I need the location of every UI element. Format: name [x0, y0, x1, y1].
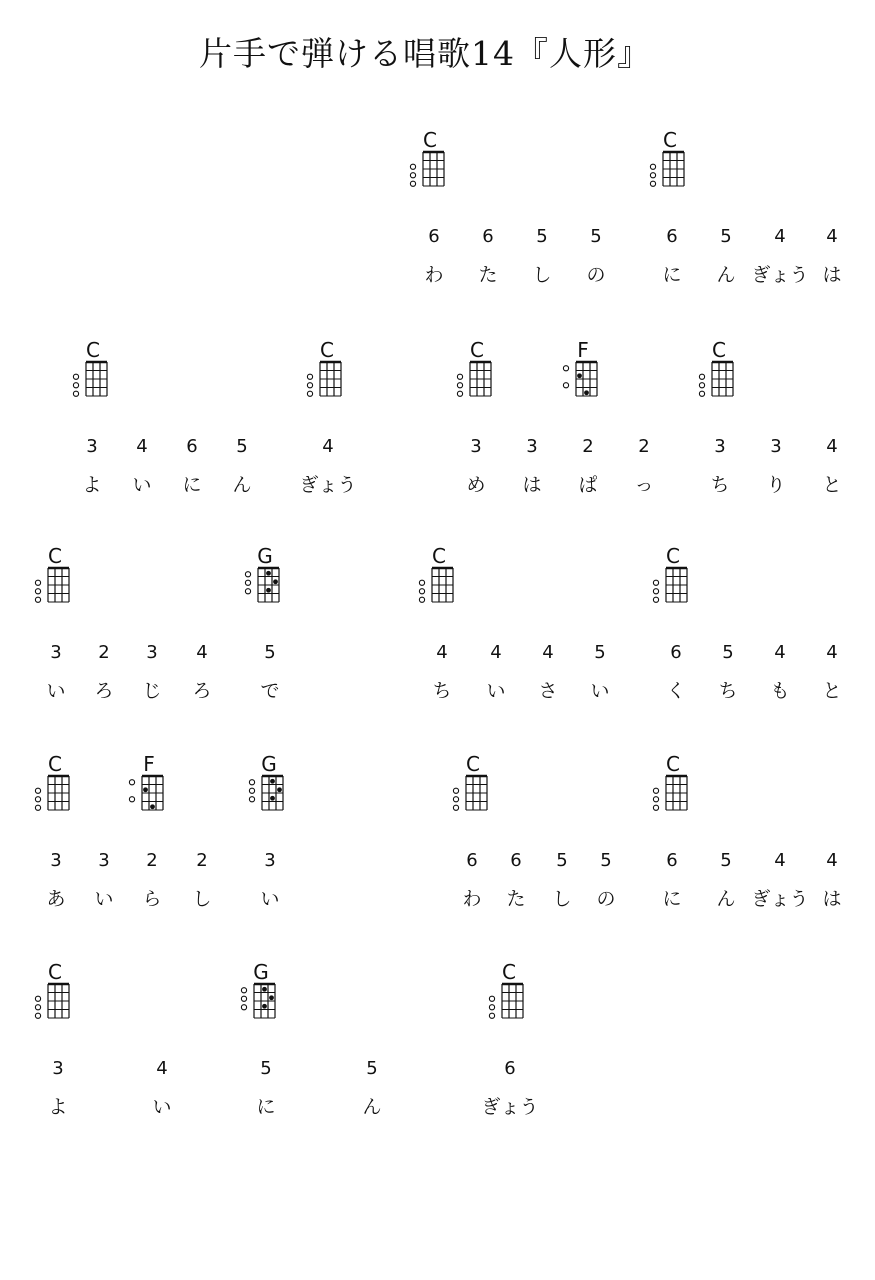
chord-c: [484, 960, 544, 1032]
chord-c: [648, 752, 708, 824]
open-string-marker: [35, 589, 40, 594]
chord-c: [30, 752, 90, 824]
finger-dot: [270, 779, 275, 784]
open-string-marker: [410, 164, 415, 169]
note-number: 6: [482, 226, 494, 247]
open-string-marker: [453, 788, 458, 793]
finger-dot: [269, 995, 274, 1000]
open-string-marker: [653, 580, 658, 585]
open-string-marker: [653, 797, 658, 802]
chord-f: [558, 338, 618, 410]
chord-c: [302, 338, 362, 410]
open-string-marker: [245, 580, 250, 585]
open-string-marker: [35, 797, 40, 802]
chord-name: C: [663, 128, 677, 152]
open-string-marker: [653, 788, 658, 793]
lyric-syllable: よ: [48, 1096, 68, 1118]
chord-c: [414, 544, 474, 616]
lyric-syllable: し: [192, 888, 212, 910]
lyric-syllable: り: [766, 474, 786, 496]
note-number: 3: [50, 642, 62, 663]
open-string-marker: [563, 383, 568, 388]
chord-diagram: [484, 982, 532, 1032]
lyric-syllable: ぎょう: [481, 1096, 539, 1118]
chord-name: G: [261, 752, 277, 776]
lyric-syllable: し: [552, 888, 572, 910]
lyric-syllable: ん: [362, 1096, 382, 1118]
chord-name: C: [48, 752, 62, 776]
lyric-syllable: は: [822, 264, 842, 286]
chord-g: [236, 960, 296, 1032]
open-string-marker: [419, 597, 424, 602]
chord-g: [244, 752, 304, 824]
open-string-marker: [650, 164, 655, 169]
chord-c: [645, 128, 705, 200]
chord-diagram: [558, 360, 606, 410]
chord-name: C: [502, 960, 516, 984]
lyric-syllable: に: [662, 264, 682, 286]
note-number: 3: [714, 436, 726, 457]
finger-dot: [150, 804, 155, 809]
chord-name: F: [577, 338, 589, 362]
lyric-syllable: よ: [82, 474, 102, 496]
note-number: 5: [590, 226, 602, 247]
note-number: 3: [146, 642, 158, 663]
open-string-marker: [457, 374, 462, 379]
note-number: 3: [98, 850, 110, 871]
open-string-marker: [245, 572, 250, 577]
note-number: 5: [366, 1058, 378, 1079]
open-string-marker: [653, 805, 658, 810]
finger-dot: [262, 1004, 267, 1009]
open-string-marker: [653, 589, 658, 594]
note-number: 5: [536, 226, 548, 247]
finger-dot: [262, 987, 267, 992]
open-string-marker: [699, 383, 704, 388]
lyric-syllable: と: [822, 474, 842, 496]
lyric-syllable: い: [590, 680, 610, 702]
note-number: 5: [600, 850, 612, 871]
lyric-syllable: は: [522, 474, 542, 496]
lyric-syllable: も: [770, 680, 790, 702]
note-number: 4: [196, 642, 208, 663]
lyric-syllable: ち: [710, 474, 730, 496]
note-number: 4: [774, 850, 786, 871]
open-string-marker: [489, 996, 494, 1001]
chord-name: C: [432, 544, 446, 568]
lyric-syllable: め: [466, 474, 486, 496]
open-string-marker: [249, 797, 254, 802]
chord-c: [648, 544, 708, 616]
note-number: 3: [52, 1058, 64, 1079]
open-string-marker: [249, 788, 254, 793]
lyric-syllable: の: [596, 888, 616, 910]
note-number: 4: [826, 850, 838, 871]
lyric-syllable: わ: [462, 888, 482, 910]
open-string-marker: [457, 383, 462, 388]
open-string-marker: [307, 383, 312, 388]
chord-name: C: [423, 128, 437, 152]
chord-diagram: [452, 360, 500, 410]
open-string-marker: [241, 1005, 246, 1010]
lyric-syllable: じ: [142, 680, 162, 702]
chord-c: [694, 338, 754, 410]
lyric-syllable: ん: [232, 474, 252, 496]
note-number: 6: [466, 850, 478, 871]
lyric-syllable: く: [666, 680, 686, 702]
note-number: 6: [186, 436, 198, 457]
finger-dot: [273, 579, 278, 584]
lyric-syllable: ぎょう: [751, 888, 809, 910]
note-number: 2: [196, 850, 208, 871]
chord-name: C: [470, 338, 484, 362]
note-number: 4: [774, 226, 786, 247]
lyric-syllable: で: [260, 680, 280, 702]
note-number: 4: [826, 436, 838, 457]
lyric-syllable: ろ: [94, 680, 114, 702]
finger-dot: [584, 390, 589, 395]
chord-diagram: [448, 774, 496, 824]
lyric-syllable: ろ: [192, 680, 212, 702]
lyric-syllable: い: [152, 1096, 172, 1118]
open-string-marker: [35, 996, 40, 1001]
chord-diagram: [414, 566, 462, 616]
lyric-syllable: は: [822, 888, 842, 910]
open-string-marker: [73, 374, 78, 379]
lyric-syllable: た: [506, 888, 526, 910]
lyric-syllable: い: [260, 888, 280, 910]
chord-diagram: [645, 150, 693, 200]
lyric-syllable: に: [182, 474, 202, 496]
note-number: 5: [264, 642, 276, 663]
note-number: 4: [542, 642, 554, 663]
chord-name: G: [253, 960, 269, 984]
open-string-marker: [453, 797, 458, 802]
note-number: 5: [720, 850, 732, 871]
chord-f: [124, 752, 184, 824]
note-number: 4: [774, 642, 786, 663]
chord-diagram: [30, 566, 78, 616]
open-string-marker: [419, 580, 424, 585]
open-string-marker: [410, 181, 415, 186]
lyric-syllable: ぎょう: [751, 264, 809, 286]
chord-name: C: [48, 960, 62, 984]
open-string-marker: [35, 580, 40, 585]
lyric-syllable: ぱ: [578, 474, 598, 496]
chord-name: C: [466, 752, 480, 776]
open-string-marker: [489, 1013, 494, 1018]
open-string-marker: [307, 374, 312, 379]
page-title: 片手で弾ける唱歌14『人形』: [199, 34, 651, 73]
note-number: 2: [98, 642, 110, 663]
open-string-marker: [699, 391, 704, 396]
chord-diagram: [244, 774, 292, 824]
lyric-syllable: た: [478, 264, 498, 286]
open-string-marker: [249, 780, 254, 785]
finger-dot: [270, 796, 275, 801]
lyric-syllable: ん: [716, 264, 736, 286]
chord-c: [452, 338, 512, 410]
chord-diagram: [236, 982, 284, 1032]
note-number: 6: [666, 850, 678, 871]
finger-dot: [277, 787, 282, 792]
note-number: 3: [770, 436, 782, 457]
note-number: 5: [236, 436, 248, 457]
note-number: 6: [670, 642, 682, 663]
chord-diagram: [240, 566, 288, 616]
open-string-marker: [699, 374, 704, 379]
open-string-marker: [457, 391, 462, 396]
lyric-syllable: あ: [46, 888, 66, 910]
lyric-syllable: い: [486, 680, 506, 702]
open-string-marker: [73, 383, 78, 388]
open-string-marker: [241, 996, 246, 1001]
lyric-syllable: ち: [432, 680, 452, 702]
lyric-syllable: し: [532, 264, 552, 286]
lyric-syllable: い: [46, 680, 66, 702]
chord-c: [405, 128, 465, 200]
finger-dot: [143, 787, 148, 792]
chord-diagram: [648, 566, 696, 616]
note-number: 3: [86, 436, 98, 457]
chord-diagram: [30, 982, 78, 1032]
open-string-marker: [35, 597, 40, 602]
chord-name: C: [86, 338, 100, 362]
chord-diagram: [302, 360, 350, 410]
note-number: 6: [504, 1058, 516, 1079]
note-number: 3: [264, 850, 276, 871]
open-string-marker: [453, 805, 458, 810]
chord-diagram: [648, 774, 696, 824]
finger-dot: [266, 588, 271, 593]
lyric-syllable: に: [662, 888, 682, 910]
chord-diagram: [405, 150, 453, 200]
chord-c: [30, 960, 90, 1032]
note-number: 4: [826, 226, 838, 247]
chord-name: C: [712, 338, 726, 362]
open-string-marker: [35, 1013, 40, 1018]
open-string-marker: [129, 797, 134, 802]
lyric-syllable: っ: [634, 474, 654, 496]
note-number: 5: [260, 1058, 272, 1079]
finger-dot: [577, 373, 582, 378]
chord-g: [240, 544, 300, 616]
note-number: 4: [436, 642, 448, 663]
note-number: 3: [50, 850, 62, 871]
note-number: 5: [720, 226, 732, 247]
chord-name: C: [320, 338, 334, 362]
chord-diagram: [124, 774, 172, 824]
note-number: 2: [582, 436, 594, 457]
open-string-marker: [650, 173, 655, 178]
chord-c: [30, 544, 90, 616]
note-number: 2: [638, 436, 650, 457]
lyric-syllable: ん: [716, 888, 736, 910]
chord-name: C: [666, 544, 680, 568]
note-number: 4: [490, 642, 502, 663]
open-string-marker: [35, 1005, 40, 1010]
note-number: 6: [510, 850, 522, 871]
open-string-marker: [241, 988, 246, 993]
note-number: 6: [428, 226, 440, 247]
note-number: 6: [666, 226, 678, 247]
open-string-marker: [419, 589, 424, 594]
lyric-syllable: ぎょう: [299, 474, 357, 496]
open-string-marker: [73, 391, 78, 396]
open-string-marker: [35, 788, 40, 793]
chord-diagram: [30, 774, 78, 824]
note-number: 5: [722, 642, 734, 663]
lyric-syllable: い: [94, 888, 114, 910]
open-string-marker: [129, 780, 134, 785]
chord-c: [68, 338, 128, 410]
note-number: 4: [156, 1058, 168, 1079]
note-number: 4: [826, 642, 838, 663]
chord-name: G: [257, 544, 273, 568]
note-number: 2: [146, 850, 158, 871]
note-number: 5: [594, 642, 606, 663]
open-string-marker: [35, 805, 40, 810]
chord-diagram: [694, 360, 742, 410]
open-string-marker: [650, 181, 655, 186]
note-number: 4: [322, 436, 334, 457]
lyric-syllable: い: [132, 474, 152, 496]
lyric-syllable: さ: [538, 680, 558, 702]
open-string-marker: [489, 1005, 494, 1010]
chord-name: C: [666, 752, 680, 776]
lyric-syllable: に: [256, 1096, 276, 1118]
note-number: 5: [556, 850, 568, 871]
finger-dot: [266, 571, 271, 576]
open-string-marker: [245, 589, 250, 594]
open-string-marker: [563, 366, 568, 371]
chord-diagram: [68, 360, 116, 410]
note-number: 3: [526, 436, 538, 457]
open-string-marker: [653, 597, 658, 602]
lyric-syllable: の: [586, 264, 606, 286]
lyric-syllable: ち: [718, 680, 738, 702]
chord-c: [448, 752, 508, 824]
lyric-syllable: と: [822, 680, 842, 702]
note-number: 3: [470, 436, 482, 457]
lyric-syllable: ら: [142, 888, 162, 910]
note-number: 4: [136, 436, 148, 457]
chord-name: C: [48, 544, 62, 568]
open-string-marker: [410, 173, 415, 178]
lyric-syllable: わ: [424, 264, 444, 286]
chord-name: F: [143, 752, 155, 776]
open-string-marker: [307, 391, 312, 396]
